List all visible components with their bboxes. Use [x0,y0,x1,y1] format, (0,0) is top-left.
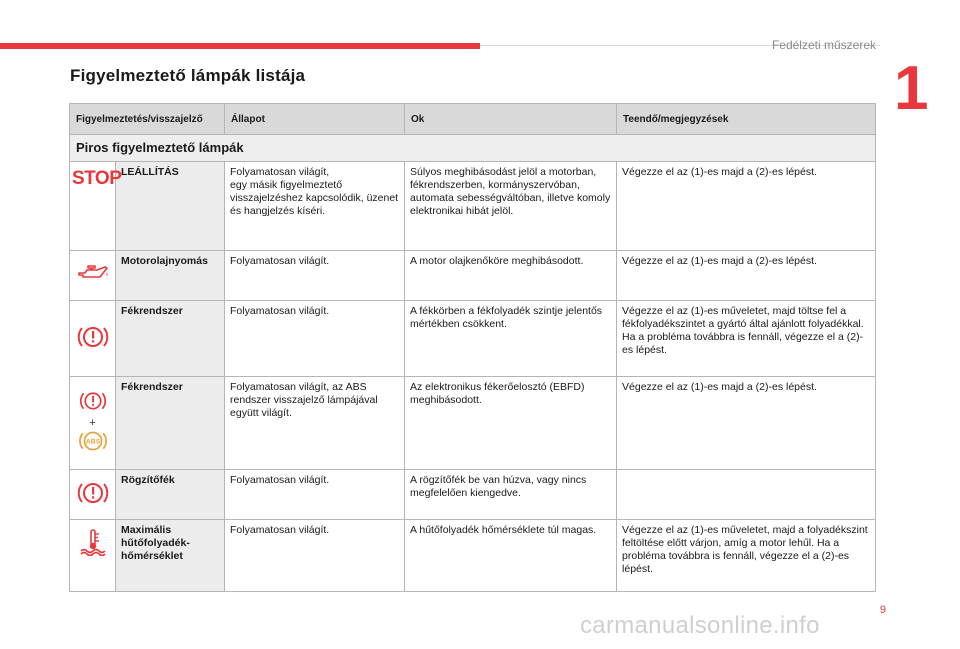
lamp-state: Folyamatosan világít, egy másik figyelmeztető visszajelzéshez kapcsolódik, üzenet és hangjelzés kíséri. [225,162,405,251]
lamp-name: Rögzítőfék [116,470,225,520]
section-title: Piros figyelmeztető lámpák [70,135,876,162]
lamp-cause: A rögzítőfék be van húzva, vagy nincs megfelelően kiengedve. [405,470,617,520]
lamp-name: Motorolajnyomás [116,251,225,301]
col-header-state: Állapot [225,104,405,135]
table-header-row [70,104,876,135]
lamp-cause: A hűtőfolyadék hőmérséklete túl magas. [405,520,617,592]
header-accent-bar [0,43,480,49]
stop-icon: STOP [70,162,116,251]
lamp-cause: A fékkörben a fékfolyadék szintje jelentős mértékben csökkent. [405,301,617,377]
oil-can-icon [70,251,116,301]
table-row [70,162,876,251]
lamp-state: Folyamatosan világít. [225,301,405,377]
table-row [70,301,876,377]
coolant-temp-icon [70,520,116,592]
plus-sign: + [89,417,96,429]
col-header-warning: Figyelmeztetés/visszajelző [70,104,225,135]
lamp-action: Végezze el az (1)-es majd a (2)-es lépést. [617,162,876,251]
lamp-state: Folyamatosan világít. [225,520,405,592]
page-number: 9 [879,604,886,616]
table-row [70,251,876,301]
lamp-name: Maximális hűtőfolyadék-hőmérséklet [116,520,225,592]
brake-abs-icon [70,377,116,470]
lamp-state: Folyamatosan világít. [225,251,405,301]
lamp-name: Fékrendszer [116,301,225,377]
lamp-cause: Az elektronikus fékerőelosztó (EBFD) meghibásodott. [405,377,617,470]
lamp-action: Végezze el az (1)-es majd a (2)-es lépést. [617,377,876,470]
section-row [70,135,876,162]
abs-icon [78,429,108,453]
table-row [70,520,876,592]
lamp-cause: A motor olajkenőköre meghibásodott. [405,251,617,301]
watermark: carmanualsonline.info [580,612,820,639]
section-label: Fedélzeti műszerek [771,38,876,52]
svg-text:ABS: ABS [85,438,100,446]
lamp-state: Folyamatosan világít, az ABS rendszer visszajelző lámpájával együtt világít. [225,377,405,470]
brake-warning-icon [70,301,116,377]
warning-lamps-table [69,103,876,592]
lamp-action: Végezze el az (1)-es műveletet, majd a folyadékszint feltöltése előtt várjon, amíg a motor lehűl. Ha a probléma továbbra is fennáll, végezze el a (2)-es lépést. [617,520,876,592]
col-header-cause: Ok [405,104,617,135]
lamp-name: Fékrendszer [116,377,225,470]
col-header-action: Teendő/megjegyzések [617,104,876,135]
lamp-name: LEÁLLÍTÁS [116,162,225,251]
table-row [70,377,876,470]
lamp-action [617,470,876,520]
parking-brake-icon [70,470,116,520]
table-row [70,470,876,520]
lamp-state: Folyamatosan világít. [225,470,405,520]
chapter-number: 1 [894,54,929,123]
lamp-cause: Súlyos meghibásodást jelöl a motorban, fékrendszerben, kormányszervóban, automata sebességváltóban, illetve komoly elektronikai hibát jelöl. [405,162,617,251]
lamp-action: Végezze el az (1)-es majd a (2)-es lépést. [617,251,876,301]
page-title: Figyelmeztető lámpák listája [70,66,306,85]
lamp-action: Végezze el az (1)-es műveletet, majd töltse fel a fékfolyadékszintet a gyártó által ajánlott folyadékkal. Ha a probléma továbbra is fennáll, végezze el a (2)-es lépést. [617,301,876,377]
